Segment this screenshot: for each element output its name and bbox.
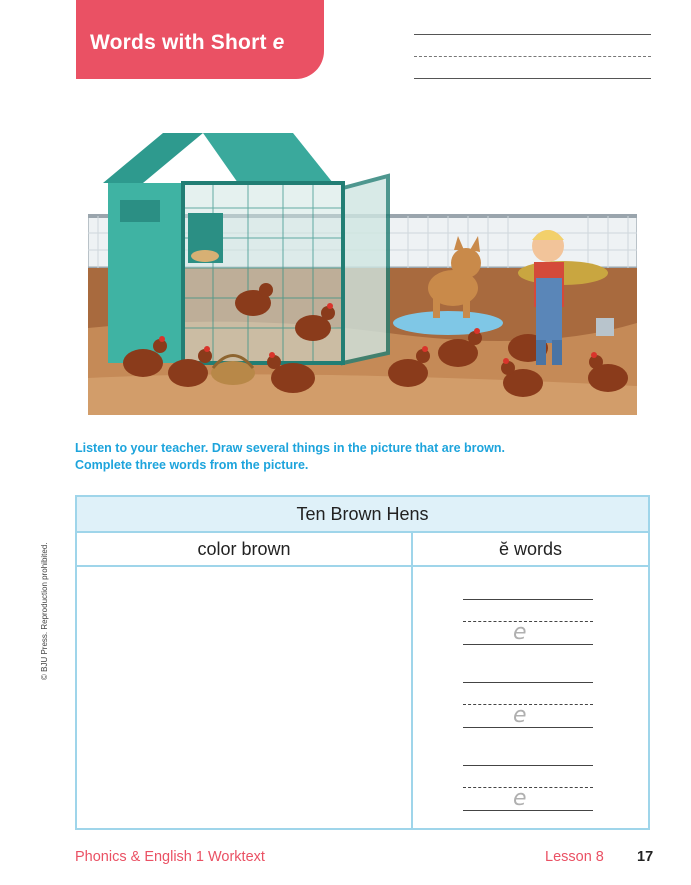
column-header-e-words: ĕ words bbox=[498, 538, 563, 559]
traced-letter: e bbox=[513, 786, 527, 811]
word-line-1[interactable] bbox=[463, 599, 593, 649]
drawing-area[interactable] bbox=[77, 567, 413, 828]
page-title: Words with Short e bbox=[90, 31, 285, 54]
word-line-3[interactable] bbox=[463, 765, 593, 815]
page-number: 17 bbox=[637, 849, 654, 865]
title-letter: e bbox=[272, 31, 285, 54]
traced-letter: e bbox=[513, 703, 527, 728]
instruction-line-2: Complete three words from the picture. bbox=[75, 458, 309, 472]
word-writing-area bbox=[413, 567, 648, 828]
instructions bbox=[75, 440, 635, 474]
column-header-color-brown: color brown bbox=[77, 533, 413, 565]
table-title: Ten Brown Hens bbox=[77, 497, 648, 533]
instruction-line-1: Listen to your teacher. Draw several things in the picture that are brown. bbox=[75, 441, 505, 455]
copyright-note: © BJU Press. Reproduction prohibited. bbox=[40, 542, 49, 680]
footer-lesson: Lesson 8 bbox=[545, 849, 604, 865]
farm-scene-illustration bbox=[88, 128, 637, 415]
name-writing-lines[interactable] bbox=[414, 34, 651, 82]
traced-letter: e bbox=[513, 620, 527, 645]
activity-table bbox=[75, 495, 650, 830]
title-banner bbox=[76, 0, 324, 79]
footer-book-title: Phonics & English 1 Worktext bbox=[75, 849, 265, 865]
word-line-2[interactable] bbox=[463, 682, 593, 732]
